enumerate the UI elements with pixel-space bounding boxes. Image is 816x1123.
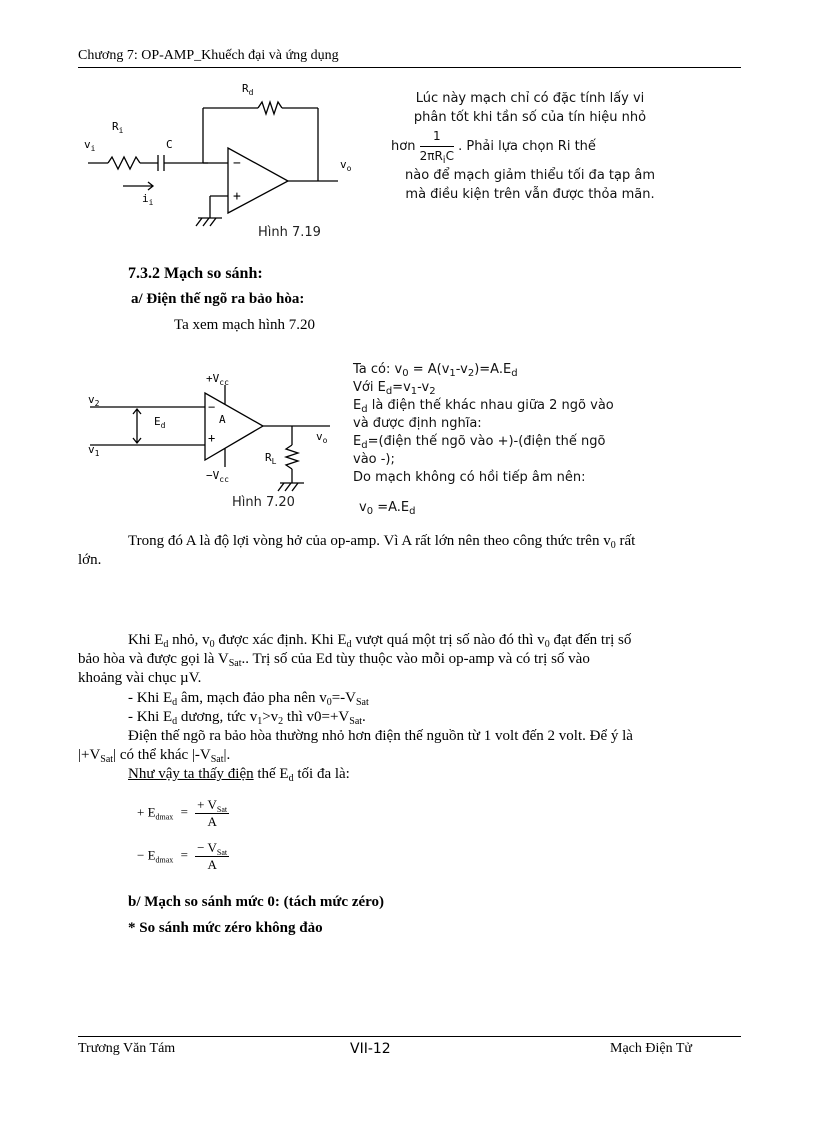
label-ii: $i_i$: [142, 192, 154, 207]
see-figure-text: Ta xem mạch hình 7.20: [174, 317, 315, 333]
fraction-1-2piRiC: $\frac{1}{2\pi R_iC}$: [419, 129, 454, 166]
page-header: Chương 7: OP-AMP_Khuếch đại và ứng dụng: [78, 48, 339, 63]
opamp-minus: −: [233, 156, 241, 171]
label-rd: $R_d$: [242, 82, 254, 97]
opamp-plus-20: +: [208, 431, 216, 445]
label-ri: $R_i$: [112, 120, 124, 135]
opamp-plus: +: [233, 189, 241, 204]
label-c: C: [166, 138, 173, 151]
opamp-minus-20: −: [208, 400, 216, 414]
label-vcc-neg: $-V_{cc}$: [206, 469, 229, 484]
paragraph-ed-max: Như vậy ta thấy điện thế $E_d$ tối đa là:: [128, 766, 350, 784]
label-a: A: [219, 413, 226, 426]
label-v2: $v_2$: [88, 393, 100, 408]
label-vi: $v_i$: [84, 138, 96, 153]
footer-book-title: Mạch Điện Tử: [610, 1041, 692, 1056]
bullet-ed-negative: - Khi $E_d$ âm, mạch đảo pha nên $v_0=-V_{Sat}$: [128, 690, 369, 708]
subheading-a: a/ Điện thế ngõ ra bảo hòa:: [131, 291, 305, 307]
footer-page-number: VII-12: [350, 1041, 391, 1057]
paragraph-open-loop-gain: Trong đó A là độ lợi vòng hở của op-amp. Vì A rất lớn nên theo công thức trên $v_0$ rất lớn.: [78, 533, 636, 568]
label-rl: $R_L$: [265, 451, 277, 466]
label-vcc-pos: $+V_{cc}$: [206, 372, 229, 387]
figure-7-19-circuit: [78, 78, 378, 246]
label-ed: $E_d$: [154, 415, 166, 430]
subheading-non-inverting-zero: * So sánh mức zéro không đảo: [128, 920, 323, 936]
label-vo: $v_o$: [340, 158, 352, 173]
section-heading-7-3-2: 7.3.2 Mạch so sánh:: [128, 265, 263, 282]
label-v1: $v_1$: [88, 443, 100, 458]
label-vo-20: $v_o$: [316, 430, 328, 445]
footer-author: Trương Văn Tám: [78, 1041, 176, 1056]
figure-7-19-caption: Hình 7.19: [258, 225, 321, 240]
figure-7-20-circuit: [80, 365, 340, 513]
subheading-b: b/ Mạch so sánh mức 0: (tách mức zéro): [128, 894, 385, 910]
equation-ed-max-positive: + $E_{dmax}$ = $\frac{+ V_{Sat}}{A}$: [137, 797, 228, 829]
figure-7-20-caption: Hình 7.20: [232, 495, 295, 510]
figure-7-20-note: Ta có: $v_0 = A(v_1-v_2)=A.E_d$ Với $E_d=v_1-v_2$ $E_d$ là điện thế khác nhau giữa 2 ngõ vào và được định nghĩa: $E_d=(điện$ thế ngõ vào +)-(điện thế ngõ vào -); Do mạch không có hồi tiếp âm nên: $v_0 =A.E_d$: [353, 362, 614, 517]
header-rule: [78, 67, 741, 68]
figure-7-19-note: Lúc này mạch chỉ có đặc tính lấy vi phân tốt khi tần số của tín hiệu nhỏ hơn $\frac{1}{2\pi R_iC}$ . Phải lựa chọn Ri thế nào để mạch giảm thiểu tối đa tạp âm mà điều kiện trên vẫn được thỏa mãn.: [391, 91, 655, 202]
paragraph-supply-voltage: Điện thế ngõ ra bảo hòa thường nhỏ hơn điện thế nguồn từ 1 volt đến 2 volt. Để ý là $|+V_{Sat}|$ có thể khác $|-V_{Sat}|$.: [78, 728, 633, 765]
equation-ed-max-negative: − $E_{dmax}$ = $\frac{- V_{Sat}}{A}$: [137, 840, 228, 872]
footer-rule: [78, 1036, 741, 1037]
paragraph-saturation: Khi $E_d$ nhỏ, $v_0$ được xác định. Khi $E_d$ vượt quá một trị số nào đó thì $v_0$ đạt đến trị số bảo hòa và được gọi là $V_{Sat}$.. Trị số của Ed tùy thuộc vào mỗi op-amp và có trị số vào khoảng vài chục µV.: [78, 632, 632, 686]
bullet-ed-positive: - Khi $E_d$ dương, tức $v_1>v_2$ thì $v0=+V_{Sat}$.: [128, 709, 366, 727]
